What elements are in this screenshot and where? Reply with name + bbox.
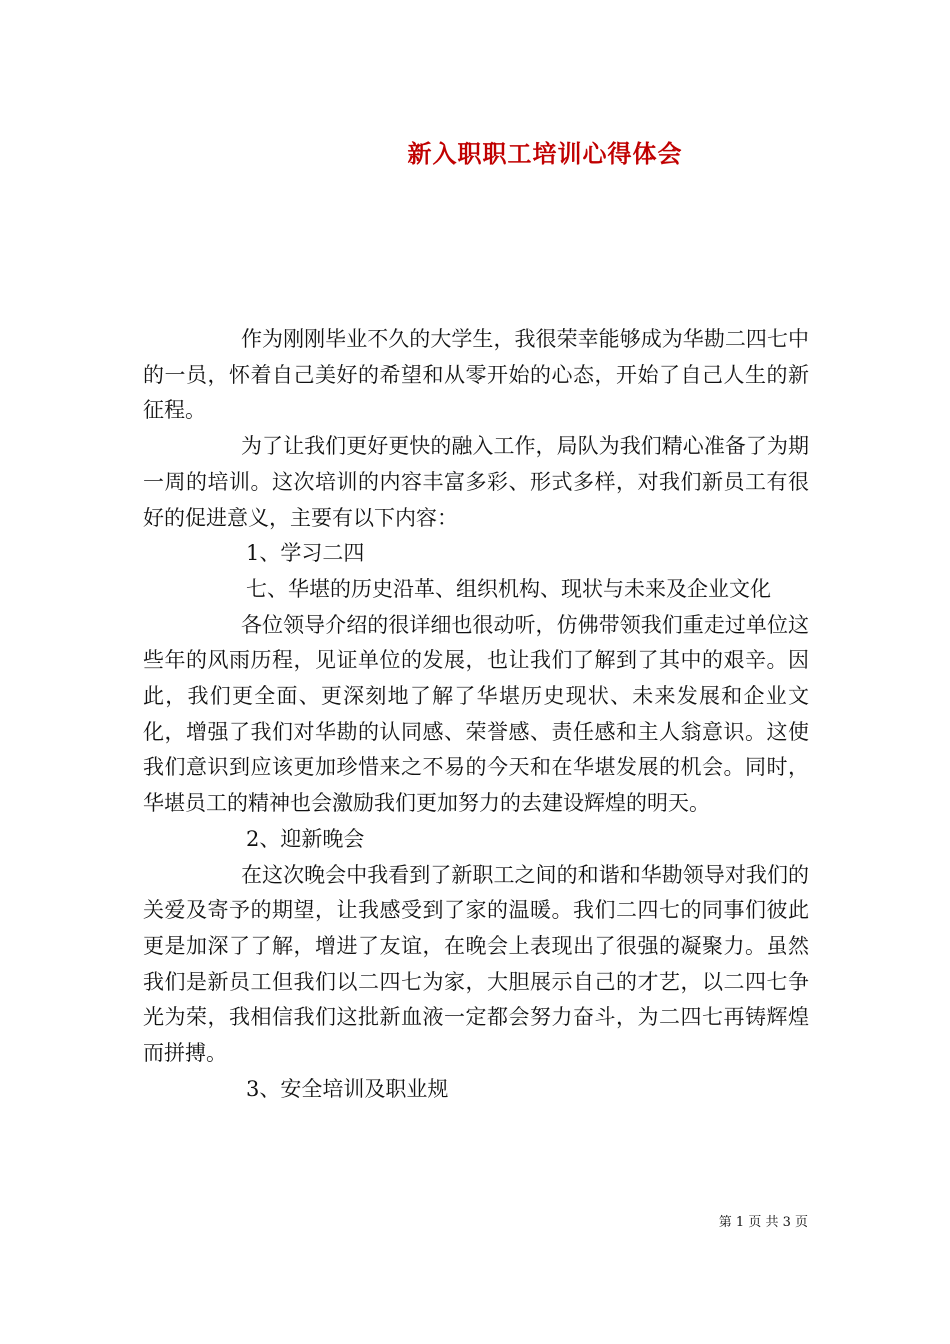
list-item-heading: 2、迎新晚会 [246,826,365,851]
paragraph: 各位领导介绍的很详细也很动听，仿佛带领我们重走过单位这些年的风雨历程，见证单位的发展，也让我们了解到了其中的艰辛。因此，我们更全面、更深刻地了解了华堪历史现状、未来发展和企业文化，增强了我们对华勘的认同感、荣誉感、责任感和主人翁意识。这使我们意识到应该更加珍惜来之不易的今天和在华堪发展的机会。同时，华堪员工的精神也会激励我们更加努力的去建设辉煌的明天。 [143,612,809,816]
list-item-heading: 七、华堪的历史沿革、组织机构、现状与未来及企业文化 [246,576,771,601]
document-title: 新入职职工培训心得体会 [407,139,683,168]
paragraph: 在这次晚会中我看到了新职工之间的和谐和华勘领导对我们的关爱及寄予的期望，让我感受到了家的温暖。我们二四七的同事们彼此更是加深了了解，增进了友谊，在晚会上表现出了很强的凝聚力。虽然我们是新员工但我们以二四七为家，大胆展示自己的才艺，以二四七争光为荣，我相信我们这批新血液一定都会努力奋斗，为二四七再铸辉煌而拼搏。 [143,862,809,1066]
list-item-heading: 1、学习二四 [246,541,365,566]
document-body [143,322,809,1107]
paragraph: 作为刚刚毕业不久的大学生，我很荣幸能够成为华勘二四七中的一员，怀着自己美好的希望和从零开始的心态，开始了自己人生的新征程。 [143,327,809,423]
paragraph: 为了让我们更好更快的融入工作，局队为我们精心准备了为期一周的培训。这次培训的内容丰富多彩、形式多样，对我们新员工有很好的促进意义，主要有以下内容： [143,434,809,530]
list-item-heading: 3、安全培训及职业规 [246,1076,449,1101]
page-number: 第 1 页 共 3 页 [718,1215,808,1230]
